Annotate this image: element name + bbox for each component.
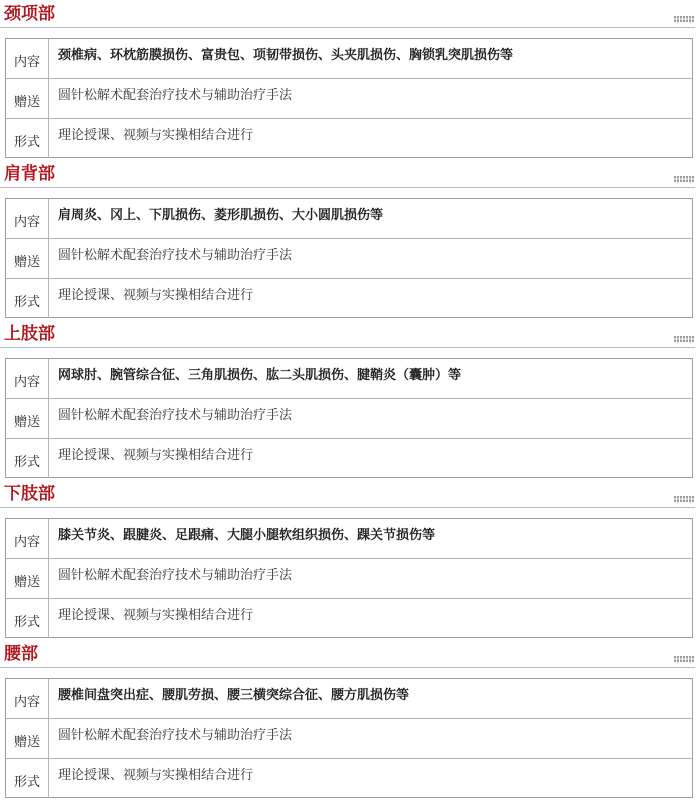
row-label: 赠送	[6, 559, 49, 598]
info-table	[5, 358, 693, 478]
row-value: 肩周炎、冈上、下肌损伤、菱形肌损伤、大小圆肌损伤等	[58, 208, 384, 223]
row-label: 赠送	[6, 719, 49, 758]
table-row	[6, 558, 692, 598]
row-label: 形式	[6, 599, 49, 638]
table-row	[6, 238, 692, 278]
divider	[0, 507, 695, 508]
section-title: 腰部	[4, 644, 38, 664]
row-label: 内容	[6, 679, 49, 718]
row-label: 赠送	[6, 79, 49, 118]
row-value: 理论授课、视频与实操相结合进行	[58, 608, 254, 623]
row-value: 圆针松解术配套治疗技术与辅助治疗手法	[58, 248, 293, 263]
section-neck	[0, 0, 700, 160]
table-row	[6, 598, 692, 638]
info-table	[5, 198, 693, 318]
more-dots-icon	[674, 336, 694, 342]
section-title: 颈项部	[4, 4, 55, 24]
row-label: 内容	[6, 359, 49, 398]
row-value: 理论授课、视频与实操相结合进行	[58, 288, 254, 303]
divider	[0, 347, 695, 348]
section-lower-limb	[0, 480, 700, 640]
row-value: 理论授课、视频与实操相结合进行	[58, 128, 254, 143]
info-table	[5, 678, 693, 798]
table-row	[6, 78, 692, 118]
table-row	[6, 359, 692, 398]
row-label: 形式	[6, 279, 49, 318]
section-title: 下肢部	[4, 484, 55, 504]
divider	[0, 187, 695, 188]
info-table	[5, 38, 693, 158]
table-row	[6, 519, 692, 558]
more-dots-icon	[674, 176, 694, 182]
table-row	[6, 398, 692, 438]
row-value: 颈椎病、环枕筋膜损伤、富贵包、项韧带损伤、头夹肌损伤、胸锁乳突肌损伤等	[58, 48, 514, 63]
more-dots-icon	[674, 496, 694, 502]
info-table	[5, 518, 693, 638]
table-row	[6, 438, 692, 478]
row-value: 理论授课、视频与实操相结合进行	[58, 448, 254, 463]
row-label: 赠送	[6, 239, 49, 278]
table-row	[6, 679, 692, 718]
section-title: 上肢部	[4, 324, 55, 344]
divider	[0, 27, 695, 28]
row-value: 圆针松解术配套治疗技术与辅助治疗手法	[58, 568, 293, 583]
row-value: 圆针松解术配套治疗技术与辅助治疗手法	[58, 88, 293, 103]
section-waist	[0, 640, 700, 800]
row-value: 腰椎间盘突出症、腰肌劳损、腰三横突综合征、腰方肌损伤等	[58, 688, 410, 703]
row-value: 圆针松解术配套治疗技术与辅助治疗手法	[58, 728, 293, 743]
table-row	[6, 39, 692, 78]
table-row	[6, 278, 692, 318]
row-value: 膝关节炎、跟腱炎、足跟痛、大腿小腿软组织损伤、踝关节损伤等	[58, 528, 436, 543]
row-label: 形式	[6, 439, 49, 478]
section-shoulder-back	[0, 160, 700, 320]
table-row	[6, 758, 692, 798]
row-value: 圆针松解术配套治疗技术与辅助治疗手法	[58, 408, 293, 423]
more-dots-icon	[674, 656, 694, 662]
divider	[0, 667, 695, 668]
table-row	[6, 118, 692, 158]
row-label: 内容	[6, 519, 49, 558]
table-row	[6, 199, 692, 238]
row-label: 内容	[6, 39, 49, 78]
row-value: 网球肘、腕管综合征、三角肌损伤、肱二头肌损伤、腱鞘炎（囊肿）等	[58, 368, 462, 383]
row-label: 形式	[6, 119, 49, 158]
row-label: 赠送	[6, 399, 49, 438]
more-dots-icon	[674, 16, 694, 22]
section-title: 肩背部	[4, 164, 55, 184]
row-label: 形式	[6, 759, 49, 798]
table-row	[6, 718, 692, 758]
row-label: 内容	[6, 199, 49, 238]
row-value: 理论授课、视频与实操相结合进行	[58, 768, 254, 783]
section-upper-limb	[0, 320, 700, 480]
